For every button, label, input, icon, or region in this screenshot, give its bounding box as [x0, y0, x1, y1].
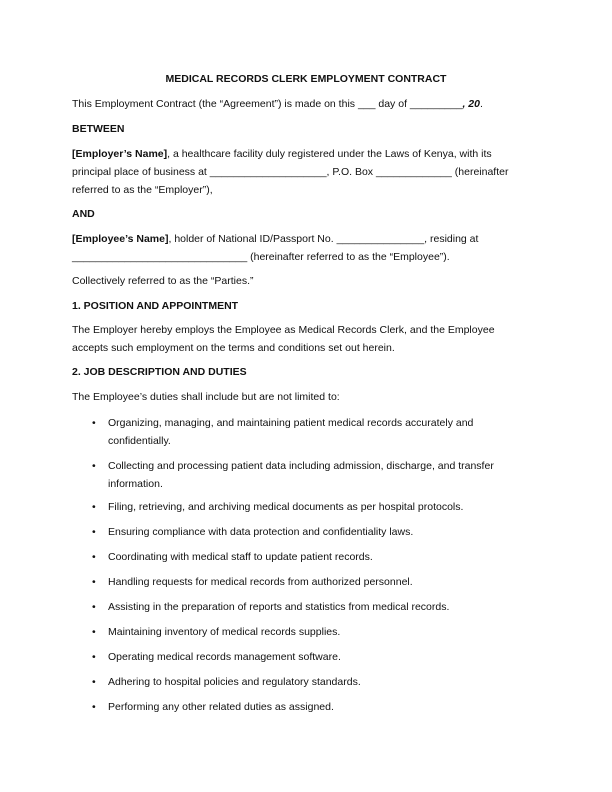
- bullet-glyph: •: [92, 526, 96, 538]
- section-1-line-2: accepts such employment on the terms and conditions set out herein.: [72, 342, 395, 354]
- list-item-text-cont: confidentially.: [108, 435, 171, 447]
- bullet-glyph: •: [92, 651, 96, 663]
- bullet-glyph: •: [92, 701, 96, 713]
- list-item-text: Collecting and processing patient data including admission, discharge, and transfer: [108, 460, 494, 472]
- bullet-glyph: •: [92, 460, 96, 472]
- bullet-glyph: •: [92, 501, 96, 513]
- list-item-text: Operating medical records management software.: [108, 651, 341, 663]
- document-title: MEDICAL RECORDS CLERK EMPLOYMENT CONTRACT: [165, 73, 447, 85]
- list-item-text: Filing, retrieving, and archiving medical documents as per hospital protocols.: [108, 501, 464, 513]
- employee-line-2: ______________________________ (hereinafter referred to as the “Employee”).: [72, 251, 450, 263]
- section-1-heading: 1. POSITION AND APPOINTMENT: [72, 300, 239, 312]
- bullet-glyph: •: [92, 417, 96, 429]
- list-item-text: Handling requests for medical records from authorized personnel.: [108, 576, 413, 588]
- list-item-text: Maintaining inventory of medical records supplies.: [108, 626, 341, 638]
- employer-line-1: [72, 145, 492, 163]
- list-item-text-cont: information.: [108, 478, 163, 490]
- intro-period: .: [479, 98, 483, 110]
- employee-desc: , holder of National ID/Passport No. _______________, residing at: [168, 233, 479, 245]
- intro-year: , 20: [462, 98, 480, 110]
- section-2-intro: The Employee’s duties shall include but are not limited to:: [72, 391, 340, 403]
- bullet-glyph: •: [92, 551, 96, 563]
- parties-line: Collectively referred to as the “Parties.”: [72, 275, 254, 287]
- employer-line-3: referred to as the “Employer”),: [72, 184, 213, 196]
- employer-desc: , a healthcare facility duly registered under the Laws of Kenya, with its: [167, 148, 492, 160]
- list-item-text: Organizing, managing, and maintaining patient medical records accurately and: [108, 417, 474, 429]
- list-item-text: Assisting in the preparation of reports and statistics from medical records.: [108, 601, 450, 613]
- list-item-text: Ensuring compliance with data protection and confidentiality laws.: [108, 526, 414, 538]
- list-item-text: Performing any other related duties as assigned.: [108, 701, 334, 713]
- employee-name: [Employee’s Name]: [72, 233, 169, 245]
- bullet-glyph: •: [92, 626, 96, 638]
- employer-name: [Employer’s Name]: [72, 148, 168, 160]
- list-item-text: Coordinating with medical staff to update patient records.: [108, 551, 373, 563]
- section-2-heading: 2. JOB DESCRIPTION AND DUTIES: [72, 366, 247, 378]
- between-heading: BETWEEN: [72, 123, 125, 135]
- section-1-line-1: The Employer hereby employs the Employee as Medical Records Clerk, and the Employee: [72, 324, 495, 336]
- and-heading: AND: [72, 208, 95, 220]
- intro-line: [72, 95, 483, 113]
- intro-text: This Employment Contract (the “Agreement”) is made on this ___ day of _________: [72, 98, 463, 110]
- employer-line-2: principal place of business at ____________________, P.O. Box _____________ (hereinafter: [72, 166, 509, 178]
- bullet-glyph: •: [92, 601, 96, 613]
- bullet-glyph: •: [92, 676, 96, 688]
- employee-line-1: [72, 230, 478, 248]
- bullet-glyph: •: [92, 576, 96, 588]
- list-item-text: Adhering to hospital policies and regulatory standards.: [108, 676, 361, 688]
